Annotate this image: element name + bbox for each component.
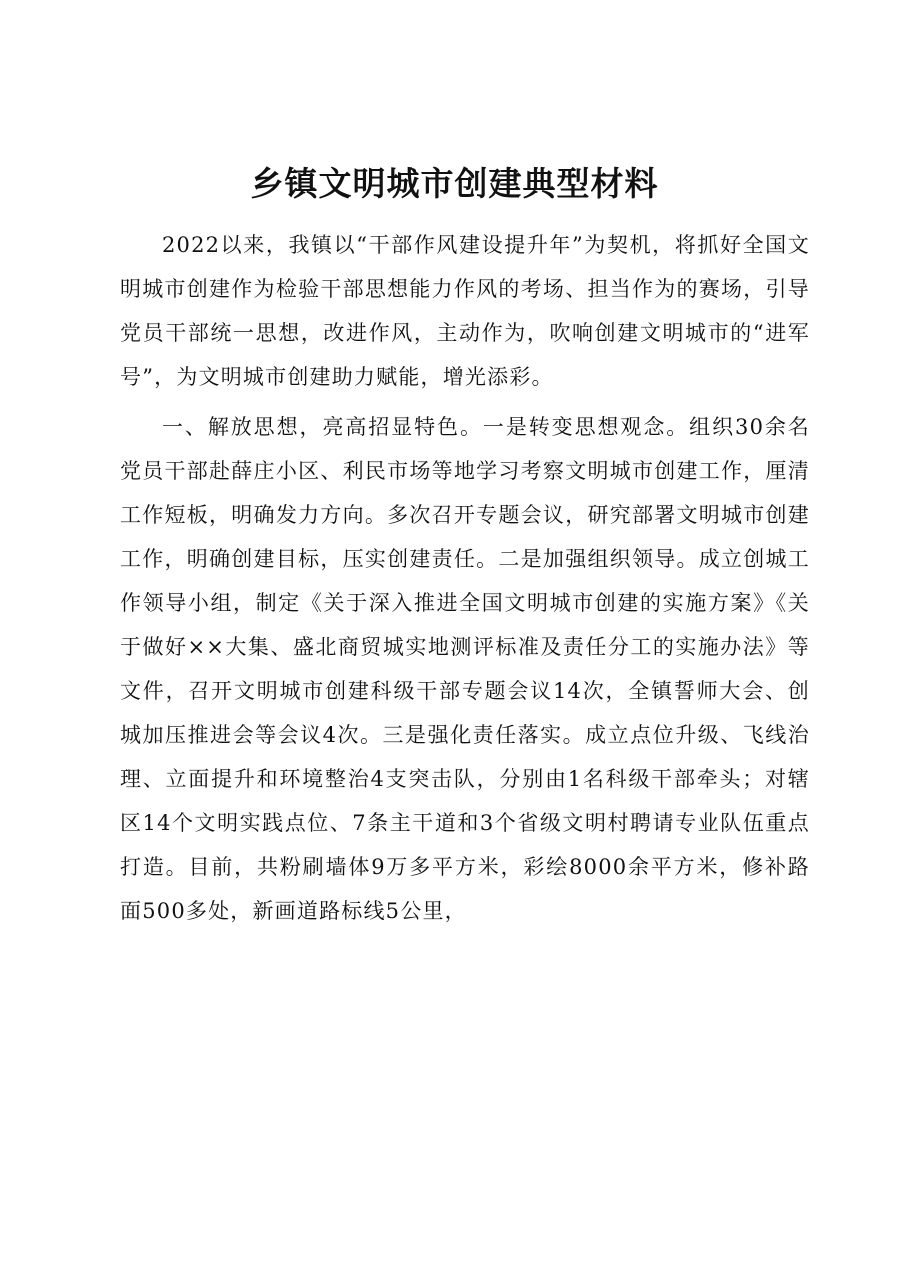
paragraph-section-one: 一、解放思想，亮高招显特色。一是转变思想观念。组织30余名党员干部赴薛庄小区、利民市场等地学习考察文明城市创建工作，厘清工作短板，明确发力方向。多次召开专题会议，研究部署文明城市创建工作，明确创建目标，压实创建责任。二是加强组织领导。成立创城工作领导小组，制定《关于深入推进全国文明城市创建的实施方案》《关于做好××大集、盛北商贸城实地测评标准及责任分工的实施办法》等文件，召开文明城市创建科级干部专题会议14次，全镇誓师大会、创城加压推进会等会议4次。三是强化责任落实。成立点位升级、飞线治理、立面提升和环境整治4支突击队，分别由1名科级干部牵头；对辖区14个文明实践点位、7条主干道和3个省级文明村聘请专业队伍重点打造。目前，共粉刷墙体9万多平方米，彩绘8000余平方米，修补路面500多处，新画道路标线5公里， bbox=[120, 415, 810, 923]
paragraph-intro: 2022以来，我镇以“干部作风建设提升年”为契机，将抓好全国文明城市创建作为检验干部思想能力作风的考场、担当作为的赛场，引导党员干部统一思想，改进作风，主动作为，吹响创建文明城市的“进军号”，为文明城市创建助力赋能，增光添彩。 bbox=[120, 233, 810, 389]
document-body bbox=[120, 223, 810, 933]
document-title: 乡镇文明城市创建典型材料 bbox=[250, 164, 659, 203]
